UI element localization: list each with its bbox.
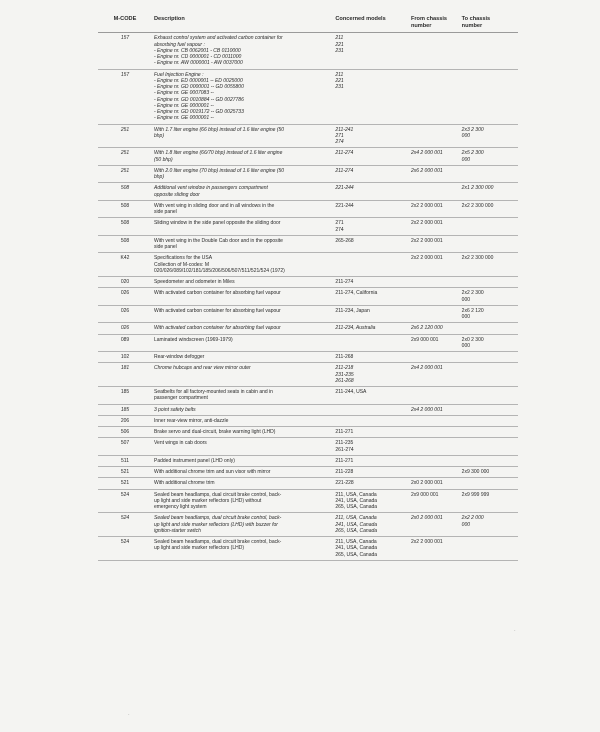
to-chassis-cell: 2x9 999 999 bbox=[460, 489, 518, 513]
m-code-table bbox=[98, 14, 518, 561]
models-cell bbox=[333, 404, 409, 415]
table-row bbox=[98, 387, 518, 405]
from-chassis-cell: 2x6 2 120 000 bbox=[409, 323, 460, 334]
to-chassis-cell: 2x6 2 120 000 bbox=[460, 305, 518, 323]
models-cell: 221-228 bbox=[333, 478, 409, 489]
table-row bbox=[98, 235, 518, 253]
to-chassis-cell: 2x3 2 300 000 bbox=[460, 124, 518, 148]
models-cell: 265-268 bbox=[333, 235, 409, 253]
to-chassis-cell bbox=[460, 235, 518, 253]
models-cell: 211-218 231-235 261-268 bbox=[333, 363, 409, 387]
description-cell: With activated carbon container for absorbing fuel vapour bbox=[152, 323, 333, 334]
from-chassis-cell bbox=[409, 467, 460, 478]
from-chassis-cell: 2x9 000 001 bbox=[409, 489, 460, 513]
from-chassis-cell: 2x4 2 000 001 bbox=[409, 148, 460, 166]
table-row bbox=[98, 305, 518, 323]
from-chassis-cell bbox=[409, 427, 460, 438]
from-chassis-cell: 2x9 000 001 bbox=[409, 334, 460, 352]
description-cell: Chrome hubcaps and rear view mirror outer bbox=[152, 363, 333, 387]
table-row bbox=[98, 288, 518, 306]
m-code-cell: 508 bbox=[98, 183, 152, 201]
m-code-cell: 507 bbox=[98, 438, 152, 456]
m-code-cell: 524 bbox=[98, 537, 152, 561]
models-cell: 221-244 bbox=[333, 200, 409, 218]
from-chassis-cell bbox=[409, 438, 460, 456]
from-chassis-cell: 2x2 2 000 001 bbox=[409, 218, 460, 236]
to-chassis-cell bbox=[460, 478, 518, 489]
from-chassis-cell bbox=[409, 277, 460, 288]
from-chassis-cell bbox=[409, 415, 460, 426]
to-chassis-cell bbox=[460, 277, 518, 288]
from-chassis-cell: 2x2 2 000 001 bbox=[409, 235, 460, 253]
table-row bbox=[98, 277, 518, 288]
description-cell: With 1.8 liter engine (66/70 bhp) instead of 1.6 liter engine (50 bhp) bbox=[152, 148, 333, 166]
description-cell: Sealed beam headlamps, dual circuit brake control, back- up light and side marker reflectors (LHD) without emergency light system bbox=[152, 489, 333, 513]
from-chassis-cell: 2x2 2 000 001 bbox=[409, 200, 460, 218]
table-row bbox=[98, 537, 518, 561]
models-cell: 211-274 bbox=[333, 277, 409, 288]
m-code-cell: 511 bbox=[98, 455, 152, 466]
description-cell: With activated carbon container for absorbing fuel vapour bbox=[152, 305, 333, 323]
m-code-cell: 521 bbox=[98, 467, 152, 478]
table-row bbox=[98, 124, 518, 148]
from-chassis-cell bbox=[409, 33, 460, 69]
header-from-chassis: From chassis number bbox=[409, 14, 460, 33]
to-chassis-cell: 2x9 300 000 bbox=[460, 467, 518, 478]
description-cell: Seatbelts for all factory-mounted seats in cabin and in passenger compartment bbox=[152, 387, 333, 405]
header-concerned-models: Concerned models bbox=[333, 14, 409, 33]
header-description: Description bbox=[152, 14, 333, 33]
m-code-cell: 102 bbox=[98, 352, 152, 363]
models-cell: 211-274 bbox=[333, 165, 409, 183]
table-row bbox=[98, 200, 518, 218]
from-chassis-cell bbox=[409, 352, 460, 363]
description-cell: Sealed beam headlamps, dual circuit brake control, back- up light and side marker reflectors (LHD) with buzzer for ignition-starter switch bbox=[152, 513, 333, 537]
models-cell: 211-234, Australia bbox=[333, 323, 409, 334]
table-row bbox=[98, 489, 518, 513]
description-cell: With vent wing in sliding door and in all windows in the side panel bbox=[152, 200, 333, 218]
to-chassis-cell bbox=[460, 218, 518, 236]
m-code-cell: 251 bbox=[98, 148, 152, 166]
description-cell: With activated carbon container for absorbing fuel vapour bbox=[152, 288, 333, 306]
table-row bbox=[98, 415, 518, 426]
description-cell: Inner rear-view mirror, anti-dazzle bbox=[152, 415, 333, 426]
models-cell: 211-268 bbox=[333, 352, 409, 363]
table-row bbox=[98, 334, 518, 352]
table-row bbox=[98, 323, 518, 334]
table-row bbox=[98, 404, 518, 415]
description-cell: Laminated windscreen (1969-1979) bbox=[152, 334, 333, 352]
m-code-cell: 185 bbox=[98, 404, 152, 415]
m-code-cell: 524 bbox=[98, 489, 152, 513]
to-chassis-cell: 2x0 2 300 000 bbox=[460, 334, 518, 352]
description-cell: Sliding window in the side panel opposite the sliding door bbox=[152, 218, 333, 236]
description-cell: Exhaust control system and activated carbon container for absorbing fuel vapour : - Engine nr. CB 0062001 - CB 0110000 - Engine nr. CD 0000001 - CD 0011000 - Engine nr. AW 0000001 - AW 0037000 bbox=[152, 33, 333, 69]
m-code-cell: 508 bbox=[98, 218, 152, 236]
m-code-cell: 026 bbox=[98, 323, 152, 334]
from-chassis-cell bbox=[409, 387, 460, 405]
models-cell: 211-274, California bbox=[333, 288, 409, 306]
description-cell: Rear-window defogger bbox=[152, 352, 333, 363]
models-cell: 211 221 231 bbox=[333, 33, 409, 69]
to-chassis-cell: 2x2 2 300 000 bbox=[460, 253, 518, 277]
description-cell: Fuel Injection Engine : - Engine nr. ED 0000001 -- ED 0025000 - Engine nr. GD 0000001 -- GD 0055800 - Engine nr. GE 0007083 -- - Engine nr. GD 0010884 -- GD 0027786 - Engine nr. GE 0000001 -- - Engine nr. GD 0019172 -- GD 0025733 - Engine nr. GE 0000001 -- bbox=[152, 69, 333, 124]
models-cell bbox=[333, 253, 409, 277]
table-row bbox=[98, 183, 518, 201]
from-chassis-cell bbox=[409, 305, 460, 323]
to-chassis-cell bbox=[460, 387, 518, 405]
to-chassis-cell bbox=[460, 438, 518, 456]
to-chassis-cell bbox=[460, 415, 518, 426]
description-cell: Sealed beam headlamps, dual circuit brake control, back- up light and side marker reflectors (LHD) bbox=[152, 537, 333, 561]
description-cell: With additional chrome trim bbox=[152, 478, 333, 489]
description-cell: With 2.0 liter engine (70 bhp) instead of 1.6 liter engine (50 bhp) bbox=[152, 165, 333, 183]
models-cell: 211-241 271 274 bbox=[333, 124, 409, 148]
table-row bbox=[98, 427, 518, 438]
to-chassis-cell bbox=[460, 323, 518, 334]
table-row bbox=[98, 165, 518, 183]
from-chassis-cell: 2x2 2 000 001 bbox=[409, 537, 460, 561]
table-row bbox=[98, 69, 518, 124]
description-cell: Vent wings in cab doors bbox=[152, 438, 333, 456]
m-code-cell: 157 bbox=[98, 33, 152, 69]
description-cell: Brake servo and dual-circuit, brake warning light (LHD) bbox=[152, 427, 333, 438]
m-code-cell: 524 bbox=[98, 513, 152, 537]
description-cell: With 1.7 liter engine (66 bhp) instead of 1.6 liter engine (50 bhp) bbox=[152, 124, 333, 148]
table-row bbox=[98, 363, 518, 387]
to-chassis-cell: 2x5 2 300 000 bbox=[460, 148, 518, 166]
to-chassis-cell: 2x2 2 300 000 bbox=[460, 288, 518, 306]
m-code-cell: 206 bbox=[98, 415, 152, 426]
description-cell: Specifications for the USA Collection of M-codes: M 020/026/089/102/181/185/206/506/507/511/521/524 (1972) bbox=[152, 253, 333, 277]
models-cell: 211-274 bbox=[333, 148, 409, 166]
table-row bbox=[98, 455, 518, 466]
description-cell: Additional vent window in passengers compartment opposite sliding door bbox=[152, 183, 333, 201]
from-chassis-cell: 2x0 2 000 001 bbox=[409, 513, 460, 537]
models-cell: 211, USA, Canada 241, USA, Canada 265, USA, Canada bbox=[333, 513, 409, 537]
m-code-cell: 508 bbox=[98, 200, 152, 218]
m-code-cell: 181 bbox=[98, 363, 152, 387]
table-row bbox=[98, 352, 518, 363]
models-cell: 211, USA, Canada 241, USA, Canada 265, USA, Canada bbox=[333, 489, 409, 513]
scan-mark: · bbox=[128, 712, 130, 718]
to-chassis-cell: 2x1 2 300 000 bbox=[460, 183, 518, 201]
models-cell: 211 221 231 bbox=[333, 69, 409, 124]
models-cell: 211-244, USA bbox=[333, 387, 409, 405]
table-row bbox=[98, 478, 518, 489]
to-chassis-cell bbox=[460, 33, 518, 69]
to-chassis-cell bbox=[460, 69, 518, 124]
from-chassis-cell: 2x2 2 000 001 bbox=[409, 253, 460, 277]
description-cell: Speedometer and odometer in Miles bbox=[152, 277, 333, 288]
m-code-cell: K42 bbox=[98, 253, 152, 277]
m-code-cell: 020 bbox=[98, 277, 152, 288]
to-chassis-cell bbox=[460, 404, 518, 415]
models-cell: 211-271 bbox=[333, 455, 409, 466]
m-code-cell: 157 bbox=[98, 69, 152, 124]
models-cell: 221-244 bbox=[333, 183, 409, 201]
m-code-cell: 508 bbox=[98, 235, 152, 253]
to-chassis-cell bbox=[460, 455, 518, 466]
models-cell: 271 274 bbox=[333, 218, 409, 236]
m-code-cell: 251 bbox=[98, 124, 152, 148]
m-code-cell: 089 bbox=[98, 334, 152, 352]
table-row bbox=[98, 467, 518, 478]
table-row bbox=[98, 148, 518, 166]
models-cell: 211-234, Japan bbox=[333, 305, 409, 323]
from-chassis-cell bbox=[409, 183, 460, 201]
description-cell: With vent wing in the Double Cab door and in the opposite side panel bbox=[152, 235, 333, 253]
table-row bbox=[98, 253, 518, 277]
to-chassis-cell: 2x2 2 300 000 bbox=[460, 200, 518, 218]
models-cell: 211-228 bbox=[333, 467, 409, 478]
m-code-cell: 185 bbox=[98, 387, 152, 405]
models-cell: 211-271 bbox=[333, 427, 409, 438]
from-chassis-cell: 2x0 2 000 001 bbox=[409, 478, 460, 489]
m-code-cell: 251 bbox=[98, 165, 152, 183]
from-chassis-cell: 2x4 2 000 001 bbox=[409, 363, 460, 387]
table-row bbox=[98, 438, 518, 456]
from-chassis-cell bbox=[409, 69, 460, 124]
models-cell bbox=[333, 415, 409, 426]
m-code-cell: 026 bbox=[98, 288, 152, 306]
to-chassis-cell bbox=[460, 352, 518, 363]
scan-mark: · bbox=[514, 628, 516, 634]
table-row bbox=[98, 218, 518, 236]
from-chassis-cell: 2x6 2 000 001 bbox=[409, 165, 460, 183]
to-chassis-cell: 2x2 2 000 000 bbox=[460, 513, 518, 537]
table-row bbox=[98, 513, 518, 537]
from-chassis-cell bbox=[409, 124, 460, 148]
header-m-code: M-CODE bbox=[98, 14, 152, 33]
table-row bbox=[98, 33, 518, 69]
m-code-cell: 521 bbox=[98, 478, 152, 489]
to-chassis-cell bbox=[460, 363, 518, 387]
models-cell: 211, USA, Canada 241, USA, Canada 265, USA, Canada bbox=[333, 537, 409, 561]
m-code-cell: 506 bbox=[98, 427, 152, 438]
header-to-chassis: To chassis number bbox=[460, 14, 518, 33]
to-chassis-cell bbox=[460, 427, 518, 438]
m-code-cell: 026 bbox=[98, 305, 152, 323]
description-cell: With additional chrome trim and sun visor with mirror bbox=[152, 467, 333, 478]
table-header-row bbox=[98, 14, 518, 33]
to-chassis-cell bbox=[460, 537, 518, 561]
from-chassis-cell bbox=[409, 455, 460, 466]
models-cell bbox=[333, 334, 409, 352]
from-chassis-cell bbox=[409, 288, 460, 306]
to-chassis-cell bbox=[460, 165, 518, 183]
from-chassis-cell: 2x4 2 000 001 bbox=[409, 404, 460, 415]
description-cell: Padded instrument panel (LHD only) bbox=[152, 455, 333, 466]
description-cell: 3 point safety belts bbox=[152, 404, 333, 415]
models-cell: 211-235 261-274 bbox=[333, 438, 409, 456]
